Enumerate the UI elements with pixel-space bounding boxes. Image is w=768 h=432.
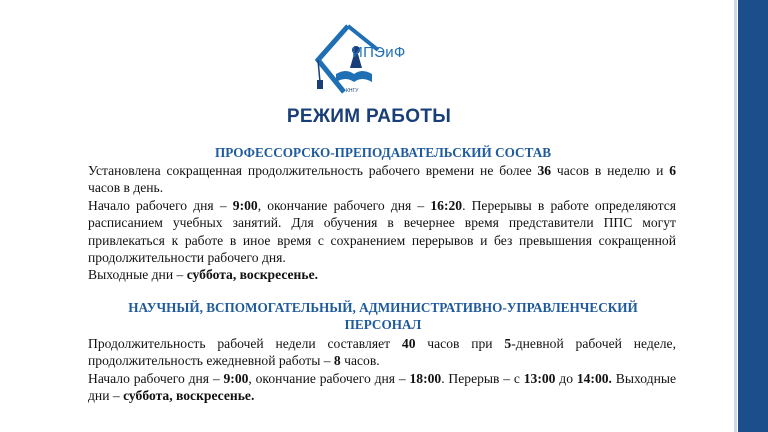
paragraph-schedule: Начало рабочего дня – 9:00, окончание рабочего дня – 16:20. Перерывы в работе определяются расписанием учебных занятий. Для обучения в вечернее время представители ППС могут привлекаться к работе в иное время с сохранением перерывов и без превышения сокращенной продолжительности рабочего дня. xyxy=(88,197,676,266)
paragraph-week: Продолжительность рабочей недели составляет 40 часов при 5-дневной рабочей неделе, продолжительность ежедневной работы – 8 часов. xyxy=(88,336,676,369)
paragraph-schedule: Начало рабочего дня – 9:00, окончание рабочего дня – 18:00. Перерыв – с 13:00 до 14:00. Выходные дни – суббота, воскресенье. xyxy=(88,370,677,404)
section-heading-support-staff: НАУЧНЫЙ, ВСПОМОГАТЕЛЬНЫЙ, АДМИНИСТРАТИВНО-УПРАВЛЕНЧЕСКИЙ ПЕРСОНАЛ xyxy=(128,300,638,332)
page-title: РЕЖИМ РАБОТЫ xyxy=(286,106,452,127)
section-body-support-staff xyxy=(88,335,676,405)
section-body-teaching-staff xyxy=(88,162,676,284)
sidebar-bar xyxy=(738,0,768,432)
paragraph-hours: Установлена сокращенная продолжительность рабочего времени не более 36 часов в неделю и 6 часов в день. xyxy=(88,163,676,196)
section-heading-teaching-staff: ПРОФЕССОРСКО-ПРЕПОДАВАТЕЛЬСКИЙ СОСТАВ xyxy=(214,145,552,160)
paragraph-days-off: Выходные дни – суббота, воскресенье. xyxy=(88,267,319,283)
sidebar-stripe xyxy=(734,0,737,432)
svg-text:КНГУ: КНГУ xyxy=(346,88,359,94)
institute-logo-icon xyxy=(300,20,440,102)
logo-text: ИПЭиФ xyxy=(352,44,406,61)
